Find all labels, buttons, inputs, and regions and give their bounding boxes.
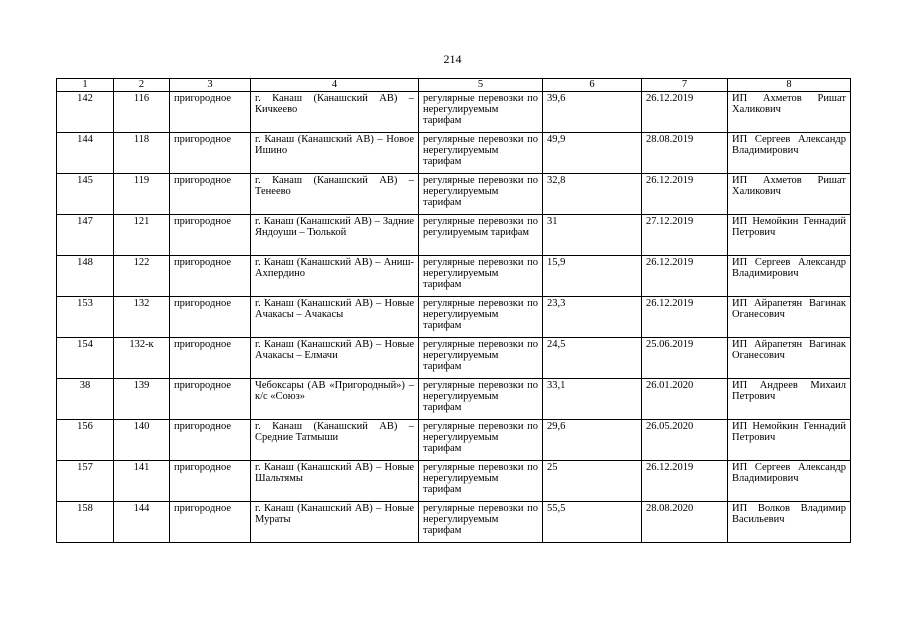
cell-route-number: 132-к (114, 338, 170, 379)
column-header-3: 3 (170, 79, 251, 92)
cell-date: 26.12.2019 (642, 297, 728, 338)
cell-length: 15,9 (543, 256, 642, 297)
table-row (57, 420, 851, 461)
cell-registry-number: 153 (57, 297, 114, 338)
cell-carrier: ИП Андреев Михаил Петрович (728, 379, 851, 420)
column-header-1: 1 (57, 79, 114, 92)
cell-carrier: ИП Сергеев Александр Владимирович (728, 133, 851, 174)
cell-transport-kind: регулярные перевозки по нерегулируемым тарифам (419, 461, 543, 502)
cell-length: 39,6 (543, 92, 642, 133)
cell-route-name: г. Канаш (Канашский АВ) – Новые Шальтямы (251, 461, 419, 502)
cell-length: 25 (543, 461, 642, 502)
cell-registry-number: 145 (57, 174, 114, 215)
cell-route-type: пригородное (170, 502, 251, 543)
cell-route-type: пригородное (170, 215, 251, 256)
cell-transport-kind: регулярные перевозки по регулируемым тарифам (419, 215, 543, 256)
cell-carrier: ИП Ахметов Ришат Халикович (728, 174, 851, 215)
cell-route-number: 140 (114, 420, 170, 461)
cell-registry-number: 154 (57, 338, 114, 379)
cell-route-number: 116 (114, 92, 170, 133)
table-row (57, 297, 851, 338)
cell-date: 26.12.2019 (642, 461, 728, 502)
cell-route-type: пригородное (170, 420, 251, 461)
cell-registry-number: 156 (57, 420, 114, 461)
table-row (57, 338, 851, 379)
cell-route-type: пригородное (170, 461, 251, 502)
cell-transport-kind: регулярные перевозки по нерегулируемым тарифам (419, 379, 543, 420)
cell-route-number: 119 (114, 174, 170, 215)
cell-route-name: г. Канаш (Канашский АВ) – Новые Ачакасы – Ачакасы (251, 297, 419, 338)
cell-route-name: г. Канаш (Канашский АВ) – Средние Татмыши (251, 420, 419, 461)
cell-route-type: пригородное (170, 174, 251, 215)
cell-date: 26.05.2020 (642, 420, 728, 461)
column-header-7: 7 (642, 79, 728, 92)
column-header-8: 8 (728, 79, 851, 92)
cell-route-type: пригородное (170, 92, 251, 133)
page-number: 214 (443, 52, 462, 66)
cell-date: 26.01.2020 (642, 379, 728, 420)
cell-registry-number: 144 (57, 133, 114, 174)
table-row (57, 461, 851, 502)
table-row (57, 92, 851, 133)
cell-route-type: пригородное (170, 338, 251, 379)
cell-route-number: 118 (114, 133, 170, 174)
cell-carrier: ИП Волков Владимир Васильевич (728, 502, 851, 543)
cell-length: 24,5 (543, 338, 642, 379)
cell-route-name: г. Канаш (Канашский АВ) – Задние Яндоуши – Тюлькой (251, 215, 419, 256)
cell-route-number: 141 (114, 461, 170, 502)
cell-date: 26.12.2019 (642, 256, 728, 297)
cell-date: 27.12.2019 (642, 215, 728, 256)
table-row (57, 379, 851, 420)
cell-carrier: ИП Айрапетян Вагинак Оганесович (728, 338, 851, 379)
cell-transport-kind: регулярные перевозки по нерегулируемым тарифам (419, 338, 543, 379)
cell-route-name: Чебоксары (АВ «Пригородный») – к/с «Союз» (251, 379, 419, 420)
cell-date: 26.12.2019 (642, 174, 728, 215)
cell-carrier: ИП Немойкин Геннадий Петрович (728, 420, 851, 461)
cell-registry-number: 38 (57, 379, 114, 420)
cell-route-number: 139 (114, 379, 170, 420)
cell-carrier: ИП Сергеев Александр Владимирович (728, 256, 851, 297)
cell-length: 32,8 (543, 174, 642, 215)
table-row (57, 174, 851, 215)
cell-length: 33,1 (543, 379, 642, 420)
column-header-6: 6 (543, 79, 642, 92)
cell-route-number: 144 (114, 502, 170, 543)
cell-length: 31 (543, 215, 642, 256)
cell-route-name: г. Канаш (Канашский АВ) – Тенеево (251, 174, 419, 215)
table-row (57, 502, 851, 543)
cell-route-type: пригородное (170, 379, 251, 420)
cell-route-number: 121 (114, 215, 170, 256)
cell-transport-kind: регулярные перевозки по нерегулируемым тарифам (419, 92, 543, 133)
table-row (57, 133, 851, 174)
cell-route-name: г. Канаш (Канашский АВ) – Аниш-Ахпердино (251, 256, 419, 297)
cell-registry-number: 148 (57, 256, 114, 297)
cell-registry-number: 158 (57, 502, 114, 543)
cell-route-type: пригородное (170, 133, 251, 174)
cell-registry-number: 147 (57, 215, 114, 256)
cell-route-name: г. Канаш (Канашский АВ) – Новое Ишино (251, 133, 419, 174)
cell-carrier: ИП Айрапетян Вагинак Оганесович (728, 297, 851, 338)
cell-carrier: ИП Ахметов Ришат Халикович (728, 92, 851, 133)
cell-route-number: 122 (114, 256, 170, 297)
cell-route-type: пригородное (170, 297, 251, 338)
column-header-5: 5 (419, 79, 543, 92)
header-row (57, 79, 851, 92)
cell-length: 49,9 (543, 133, 642, 174)
cell-route-name: г. Канаш (Канашский АВ) – Кичкеево (251, 92, 419, 133)
cell-carrier: ИП Сергеев Александр Владимирович (728, 461, 851, 502)
cell-date: 28.08.2019 (642, 133, 728, 174)
column-header-2: 2 (114, 79, 170, 92)
cell-date: 28.08.2020 (642, 502, 728, 543)
cell-route-name: г. Канаш (Канашский АВ) – Новые Мураты (251, 502, 419, 543)
cell-transport-kind: регулярные перевозки по нерегулируемым тарифам (419, 174, 543, 215)
cell-route-type: пригородное (170, 256, 251, 297)
cell-registry-number: 142 (57, 92, 114, 133)
cell-length: 29,6 (543, 420, 642, 461)
cell-route-name: г. Канаш (Канашский АВ) – Новые Ачакасы – Елмачи (251, 338, 419, 379)
cell-carrier: ИП Немойкин Геннадий Петрович (728, 215, 851, 256)
cell-transport-kind: регулярные перевозки по нерегулируемым тарифам (419, 133, 543, 174)
cell-transport-kind: регулярные перевозки по нерегулируемым тарифам (419, 256, 543, 297)
cell-registry-number: 157 (57, 461, 114, 502)
cell-transport-kind: регулярные перевозки по нерегулируемым тарифам (419, 297, 543, 338)
table-row (57, 215, 851, 256)
cell-transport-kind: регулярные перевозки по нерегулируемым тарифам (419, 420, 543, 461)
column-header-4: 4 (251, 79, 419, 92)
routes-table (56, 78, 851, 543)
cell-date: 26.12.2019 (642, 92, 728, 133)
cell-route-number: 132 (114, 297, 170, 338)
cell-length: 55,5 (543, 502, 642, 543)
cell-length: 23,3 (543, 297, 642, 338)
cell-transport-kind: регулярные перевозки по нерегулируемым тарифам (419, 502, 543, 543)
cell-date: 25.06.2019 (642, 338, 728, 379)
table-row (57, 256, 851, 297)
